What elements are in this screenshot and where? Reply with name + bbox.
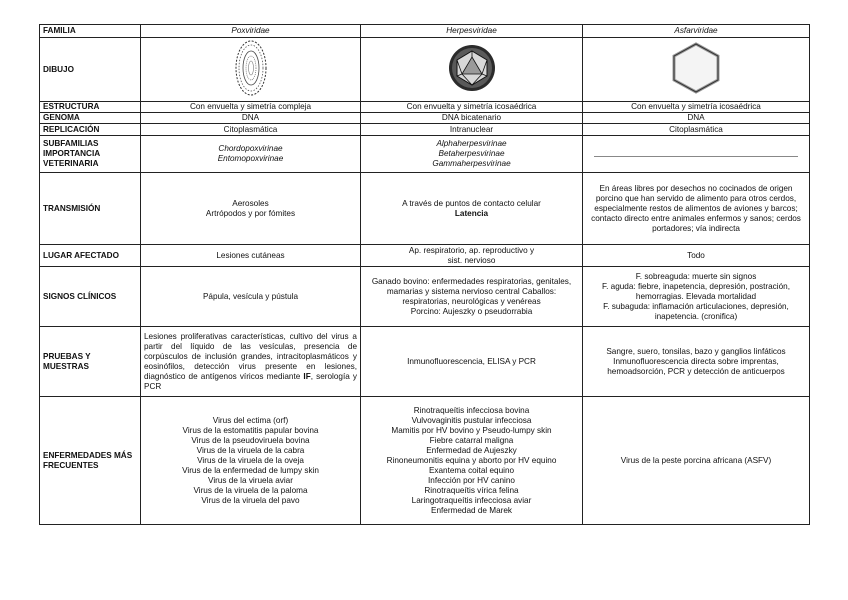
- pox-pruebas-end: , serología y PCR: [144, 371, 357, 391]
- row-estructura: [40, 102, 810, 113]
- pox-subfamily: Chordopoxvirinae: [218, 144, 283, 153]
- asfar-replicacion: Citoplasmática: [583, 124, 810, 136]
- herpes-genoma: DNA bicatenario: [361, 113, 583, 124]
- poxvirus-drawing-cell: [141, 38, 361, 102]
- asfar-genoma: DNA: [583, 113, 810, 124]
- asfar-signos-line: F. aguda: fiebre, inapetencia, depresión, postración, hemorragias. Elevada mortalidad: [602, 281, 790, 301]
- herpes-lugar-line: Ap. respiratorio, ap. reproductivo y: [408, 245, 535, 255]
- label-transmision: TRANSMISIÓN: [40, 173, 141, 245]
- label-signos: SIGNOS CLÍNICOS: [40, 267, 141, 327]
- pox-transmision: [141, 173, 361, 245]
- list-item: Virus de la enfermedad de lumpy skin: [182, 465, 319, 475]
- asfar-enfermedades: Virus de la peste porcina africana (ASFV): [583, 397, 810, 525]
- pox-pruebas-if: IF: [303, 371, 311, 381]
- pox-estructura: Con envuelta y simetría compleja: [141, 102, 361, 113]
- pox-transmision-line: Aerosoles: [232, 198, 269, 208]
- herpes-replicacion: Intranuclear: [361, 124, 583, 136]
- herpes-subfamily: Alphaherpesvirinae: [436, 139, 507, 148]
- pox-subfamily: Entomopoxvirinae: [217, 154, 284, 163]
- list-item: Infección por HV canino: [428, 475, 515, 485]
- herpes-lugar-line: sist. nervioso: [447, 255, 496, 265]
- list-item: Enfermedad de Aujeszky: [426, 445, 517, 455]
- herpes-subfamily: Betaherpesvirinae: [438, 149, 505, 158]
- pox-subfamilias: [141, 136, 361, 173]
- list-item: Exantema coital equino: [428, 465, 515, 475]
- virus-families-table: [39, 24, 810, 525]
- row-enfermedades: [40, 397, 810, 525]
- row-genoma: [40, 113, 810, 124]
- label-genoma: GENOMA: [40, 113, 141, 124]
- pox-pruebas-text: Lesiones proliferativas características, cultivo del virus a partir del líquido de las vesículas, presencia de corpúsculos de inclusión grandes, intracitoplasmáticos y eosinófilos, detección virus presente en lesiones, diagnóstico de antígenos víricos mediante: [144, 331, 357, 381]
- herpes-pruebas: Inmunofluorescencia, ELISA y PCR: [361, 327, 583, 397]
- row-replicacion: [40, 124, 810, 136]
- asfar-pruebas-line: Inmunofluorescencia directa sobre imprentas, hemoadsorción, PCR y detección de anticuerpos: [607, 356, 785, 376]
- row-signos: [40, 267, 810, 327]
- asfar-signos-line: F. subaguda: inflamación articulaciones, depresión, inapetencia. (cronifica): [603, 301, 789, 321]
- label-subfamilias: SUBFAMILIAS IMPORTANCIA VETERINARIA: [40, 136, 141, 173]
- herpes-subfamily: Gammaherpesvirinae: [432, 159, 511, 168]
- label-lugar: LUGAR AFECTADO: [40, 245, 141, 267]
- row-familia: [40, 25, 810, 38]
- list-item: Laringotraqueítis infecciosa aviar: [411, 495, 532, 505]
- asfarvirus-drawing-icon: [668, 41, 724, 95]
- asfar-signos: [583, 267, 810, 327]
- asfar-signos-line: F. sobreaguda: muerte sin signos: [635, 271, 757, 281]
- herpes-enfermedades: [361, 397, 583, 525]
- list-item: Virus de la estomatitis papular bovina: [182, 425, 319, 435]
- asfar-pruebas: [583, 327, 810, 397]
- row-dibujo: [40, 38, 810, 102]
- label-replicacion: REPLICACIÓN: [40, 124, 141, 136]
- header-herpesviridae: Herpesviridae: [361, 25, 583, 38]
- list-item: Virus de la pseudoviruela bovina: [191, 435, 310, 445]
- poxvirus-drawing-icon: [233, 38, 269, 98]
- row-pruebas: [40, 327, 810, 397]
- pox-replicacion: Citoplasmática: [141, 124, 361, 136]
- row-lugar: [40, 245, 810, 267]
- header-asfarviridae: Asfarviridae: [583, 25, 810, 38]
- herpesvirus-drawing-cell: [361, 38, 583, 102]
- list-item: Virus de la viruela de la oveja: [197, 455, 304, 465]
- asfar-transmision: En áreas libres por desechos no cocinados de origen porcino que han servido de alimento para otros cerdos, especialmente restos de alimentos de aviones y barcos; contacto directo entre animales enfermos y sanos; cerdos portadores; vía indirecta: [583, 173, 810, 245]
- row-transmision: [40, 173, 810, 245]
- list-item: Mamitis por HV bovino y Pseudo-lumpy skin: [391, 425, 552, 435]
- asfar-lugar: Todo: [583, 245, 810, 267]
- asfar-estructura: Con envuelta y simetría icosaédrica: [583, 102, 810, 113]
- divider: [594, 156, 798, 157]
- pox-lugar: Lesiones cutáneas: [141, 245, 361, 267]
- list-item: Rinotraqueítis infecciosa bovina: [413, 405, 530, 415]
- asfarvirus-drawing-cell: [583, 38, 810, 102]
- herpesvirus-drawing-icon: [447, 43, 497, 93]
- label-pruebas: PRUEBAS Y MUESTRAS: [40, 327, 141, 397]
- pox-genoma: DNA: [141, 113, 361, 124]
- list-item: Virus de la viruela de la paloma: [193, 485, 308, 495]
- herpes-signos: [361, 267, 583, 327]
- list-item: Virus de la viruela de la cabra: [196, 445, 305, 455]
- pox-signos: Pápula, vesícula y pústula: [141, 267, 361, 327]
- pox-pruebas: [141, 327, 361, 397]
- herpes-transmision-text: A través de puntos de contacto celular: [402, 198, 541, 208]
- herpes-signos-text: Ganado bovino: enfermedades respiratorias, genitales, mamarias y sistema nervioso central Caballos: respiratorias, neurológicas y venéreas: [371, 276, 572, 306]
- pox-transmision-line: Artrópodos y por fómites: [205, 208, 296, 218]
- list-item: Vulvovaginitis pustular infecciosa: [411, 415, 532, 425]
- herpes-transmision: [361, 173, 583, 245]
- list-item: Rinoneumonitis equina y aborto por HV equino: [386, 455, 557, 465]
- herpes-subfamilias: [361, 136, 583, 173]
- list-item: Virus de la viruela del pavo: [201, 495, 300, 505]
- header-poxviridae: Poxviridae: [141, 25, 361, 38]
- label-dibujo: DIBUJO: [40, 38, 141, 102]
- asfar-pruebas-line: Sangre, suero, tonsilas, bazo y ganglios linfáticos: [606, 346, 786, 356]
- herpes-lugar: [361, 245, 583, 267]
- herpes-latencia: Latencia: [454, 208, 489, 218]
- label-estructura: ESTRUCTURA: [40, 102, 141, 113]
- row-subfamilias: [40, 136, 810, 173]
- herpes-signos-porcino: Porcino: Aujeszky o pseudorrabia: [410, 306, 533, 316]
- list-item: Fiebre catarral maligna: [429, 435, 514, 445]
- list-item: Virus de la viruela aviar: [208, 475, 293, 485]
- herpes-estructura: Con envuelta y simetría icosaédrica: [361, 102, 583, 113]
- list-item: Rinotraqueítis vírica felina: [424, 485, 519, 495]
- label-familia: FAMILIA: [40, 25, 141, 38]
- asfar-subfamilias-empty: [583, 136, 810, 173]
- pox-enfermedades: [141, 397, 361, 525]
- list-item: Enfermedad de Marek: [430, 505, 512, 515]
- label-enfermedades: ENFERMEDADES MÁS FRECUENTES: [40, 397, 141, 525]
- list-item: Virus del ectima (orf): [212, 415, 289, 425]
